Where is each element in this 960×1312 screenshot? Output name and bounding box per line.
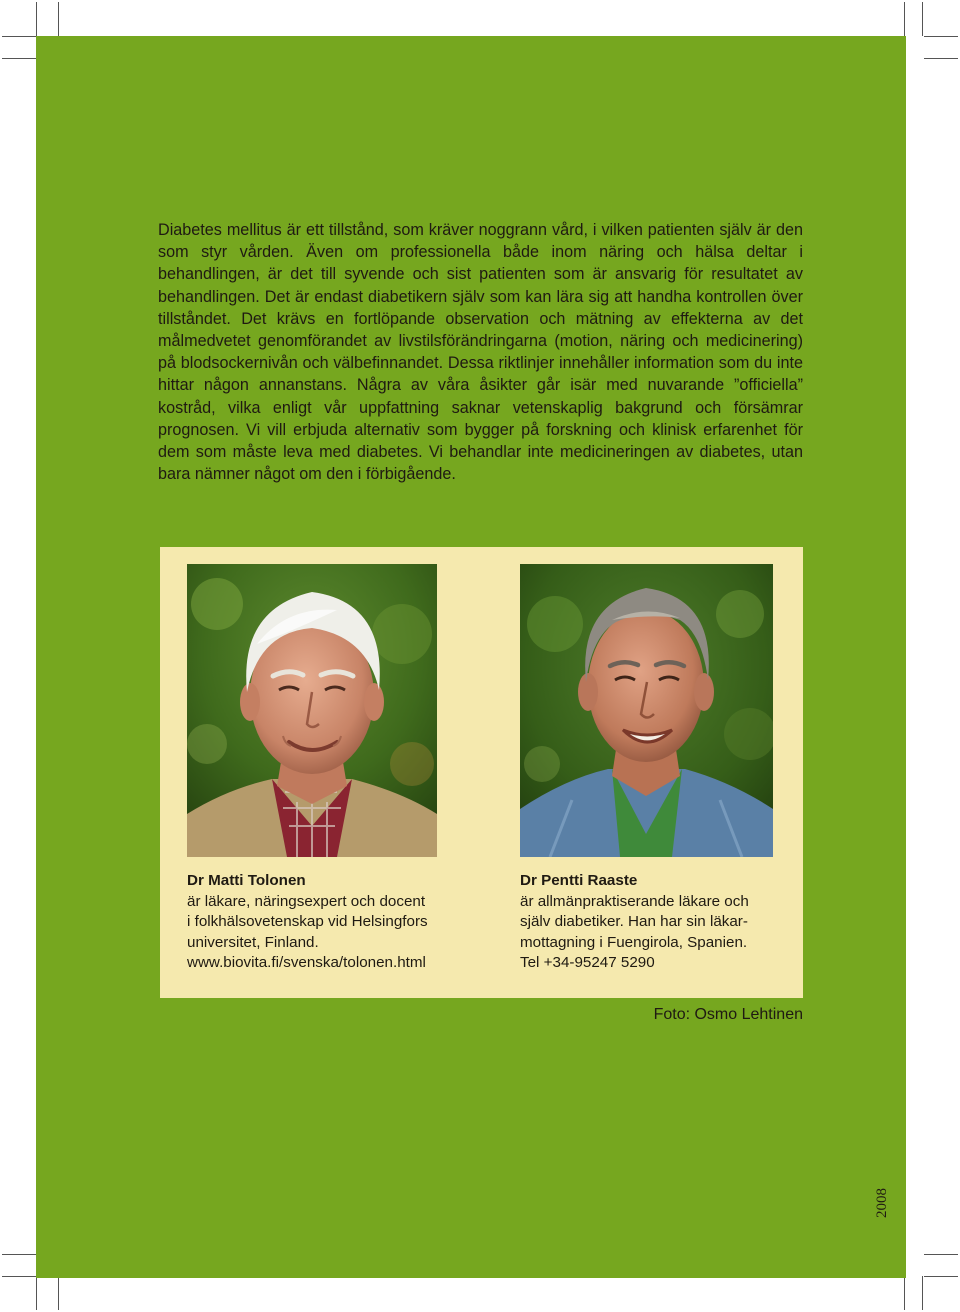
crop-mark [36, 1276, 37, 1310]
author-name: Dr Pentti Raaste [520, 872, 638, 889]
authors-panel [160, 547, 803, 998]
author-bio-line: universitet, Finland. [187, 933, 319, 951]
back-cover [36, 36, 906, 1278]
crop-mark [58, 2, 59, 36]
crop-mark [924, 1254, 958, 1255]
crop-mark [924, 58, 958, 59]
author-photo-tolonen [187, 564, 437, 857]
author-bio-line: själv diabetiker. Han har sin läkar- [520, 913, 748, 930]
crop-mark [2, 36, 36, 37]
crop-mark [904, 2, 905, 36]
author-bio-tolonen [187, 871, 467, 974]
intro-paragraph: Diabetes mellitus är ett tillstånd, som kräver noggrann vård, i vilken patienten själv är den som styr vården. Även om professionella både inom näring och hälsa deltar i behandlingen, är det till syvende och sist patienten som är ansvarig för resultatet av behandlingen. Det är endast diabetikern själv som kan lära sig att handha kontrollen över tillståndet. Det krävs en fortlöpande observation och mätning av effekterna av det målmedvetet genomförandet av livstilsförändringarna (motion, näring och medicinering) på blodsockernivån och välbefinnandet. Dessa riktlinjer innehåller information som du inte hittar någon annanstans. Några av våra åsikter går isär med nuvarande ”officiella” kostråd, vilka enligt vår uppfattning saknar vetenskaplig bakgrund och försämrar prognosen. Vi vill erbjuda alternativ som bygger på forskning och klinisk erfarenhet för dem som måste leva med diabetes. Vi behandlar inte medicineringen av diabetes, utan bara nämner något om den i förbigående. [158, 221, 803, 484]
crop-mark [922, 2, 923, 36]
author-bio-line: mottagning i Fuengirola, Spanien. [520, 933, 748, 951]
photo-credit: Foto: Osmo Lehtinen [653, 1006, 803, 1023]
crop-mark [2, 1254, 36, 1255]
crop-mark [36, 2, 37, 36]
author-website: www.biovita.fi/svenska/tolonen.html [187, 954, 426, 971]
crop-mark [2, 58, 36, 59]
author-bio-line: är läkare, näringsexpert och docent [187, 892, 426, 910]
crop-mark [924, 36, 958, 37]
crop-mark [58, 1276, 59, 1310]
crop-mark [924, 1276, 958, 1277]
author-photo-raaste [520, 564, 773, 857]
author-bio-raaste [520, 871, 800, 974]
publication-year: 2008 [874, 1188, 890, 1218]
author-bio-line: är allmänpraktiserande läkare och [520, 892, 749, 910]
author-bio-line: i folkhälsovetenskap vid Helsingfors [187, 913, 428, 930]
crop-mark [904, 1276, 905, 1310]
author-phone: Tel +34-95247 5290 [520, 954, 655, 971]
crop-mark [922, 1276, 923, 1310]
crop-mark [2, 1276, 36, 1277]
author-name: Dr Matti Tolonen [187, 872, 306, 889]
